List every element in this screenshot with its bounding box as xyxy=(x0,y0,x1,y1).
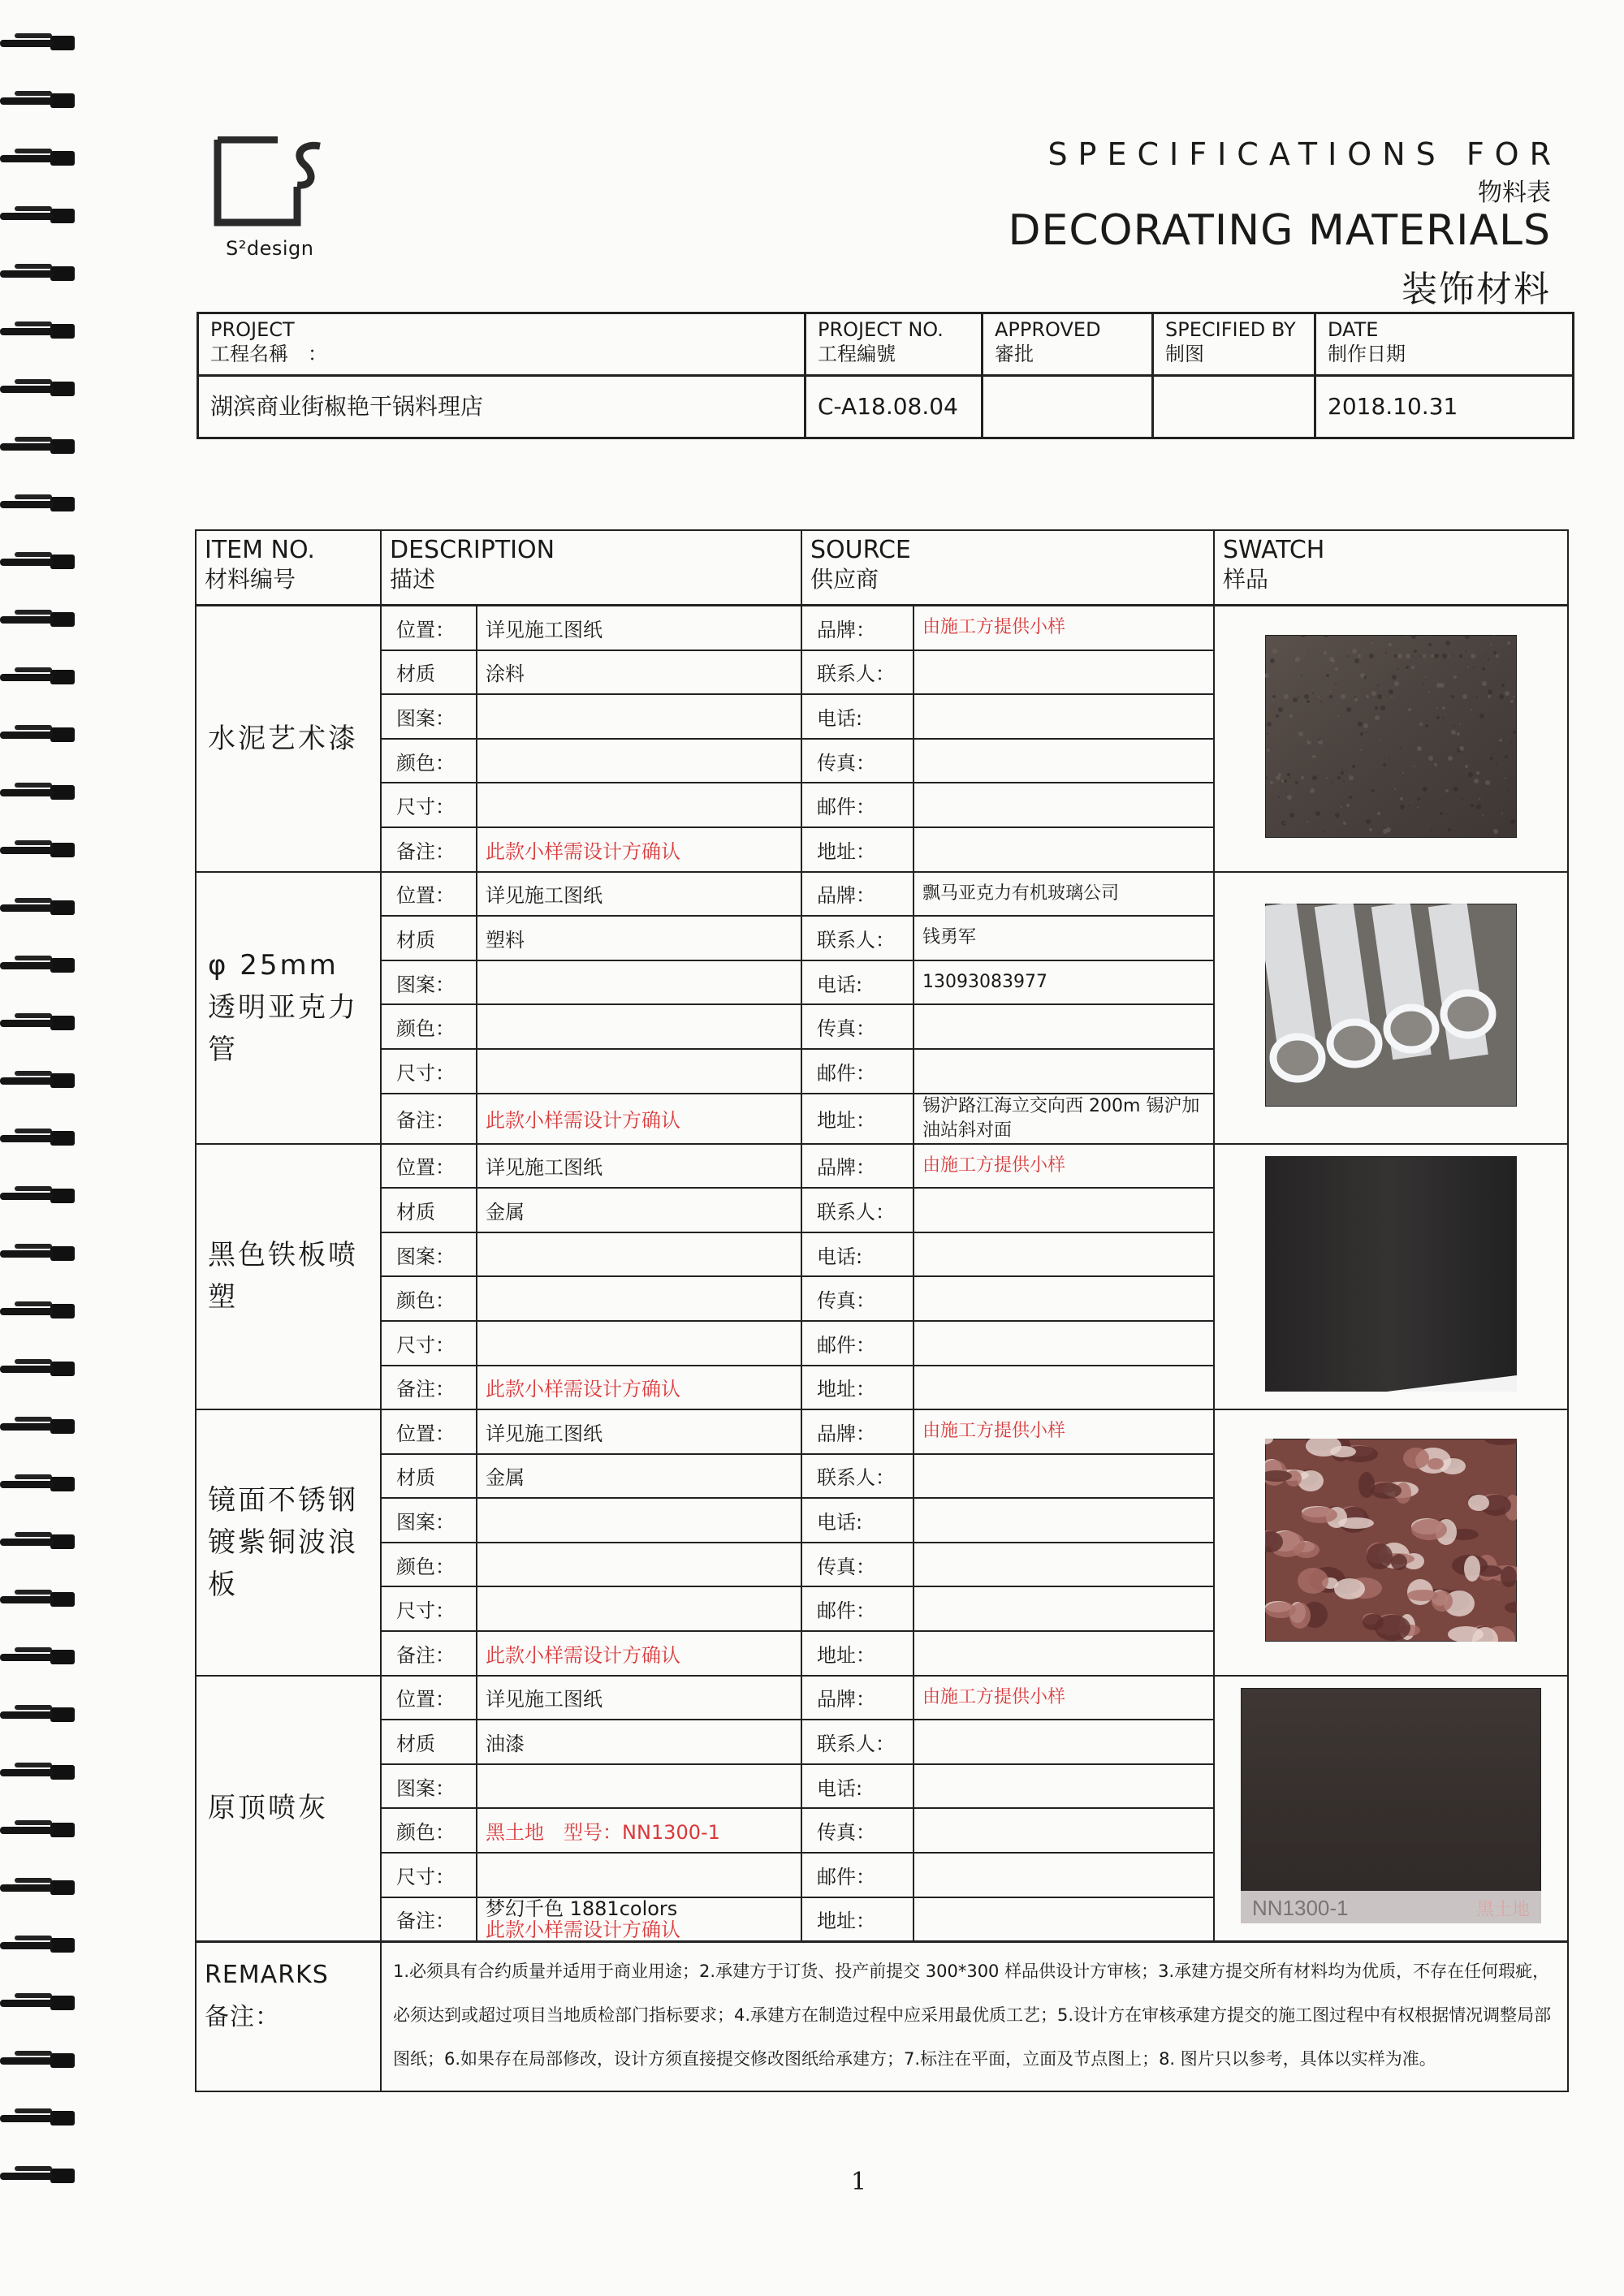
label-email: 邮件： xyxy=(801,1049,914,1094)
value-phone: 13093083977 xyxy=(914,960,1214,1005)
label-brand: 品牌： xyxy=(801,872,914,917)
label-contact: 联系人： xyxy=(801,916,914,960)
value-brand: 飘马亚克力有机玻璃公司 xyxy=(914,872,1214,917)
label-fax: 传真： xyxy=(801,1004,914,1049)
value-fax xyxy=(914,1543,1214,1587)
label-mat: 材质 xyxy=(381,1188,477,1232)
item-name: φ 25mm 透明亚克力管 xyxy=(196,872,381,1144)
binding-ring xyxy=(0,494,78,515)
binding-ring xyxy=(0,1474,78,1495)
label-color: 颜色： xyxy=(381,1808,477,1853)
approved-label-cell xyxy=(983,313,1153,376)
value-phone xyxy=(914,694,1214,739)
remarks-label-cell xyxy=(196,1942,381,2092)
binding-ring xyxy=(0,1935,78,1956)
value-mat: 涂料 xyxy=(477,650,801,695)
header-source-en: SOURCE xyxy=(810,536,911,564)
value-pattern xyxy=(477,960,801,1005)
label-brand: 品牌： xyxy=(801,1676,914,1720)
binding-ring xyxy=(0,782,78,803)
value-color xyxy=(477,1543,801,1587)
header-swatch-zh: 样品 xyxy=(1223,566,1269,593)
label-addr: 地址： xyxy=(801,1366,914,1410)
label-contact: 联系人： xyxy=(801,1188,914,1232)
label-size: 尺寸： xyxy=(381,1853,477,1897)
table-row xyxy=(196,606,1568,650)
label-email: 邮件： xyxy=(801,783,914,827)
binding-ring xyxy=(0,1819,78,1841)
value-email xyxy=(914,1586,1214,1631)
value-brand: 由施工方提供小样 xyxy=(914,1409,1214,1454)
label-size: 尺寸： xyxy=(381,1321,477,1366)
header-swatch-en: SWATCH xyxy=(1223,536,1325,564)
value-note: 此款小样需设计方确认 xyxy=(477,827,801,872)
header-source xyxy=(801,530,1214,606)
value-pattern xyxy=(477,694,801,739)
label-addr: 地址： xyxy=(801,1897,914,1942)
header-item-en: ITEM NO. xyxy=(205,536,315,564)
label-mat: 材质 xyxy=(381,1720,477,1764)
binding-ring xyxy=(0,839,78,861)
value-pos: 详见施工图纸 xyxy=(477,1409,801,1454)
specified-label: SPECIFIED BY xyxy=(1165,318,1296,341)
binding-ring xyxy=(0,321,78,342)
binding-ring xyxy=(0,955,78,976)
label-email: 邮件： xyxy=(801,1586,914,1631)
value-pattern xyxy=(477,1764,801,1809)
value-fax xyxy=(914,739,1214,783)
label-phone: 电话: xyxy=(801,1232,914,1277)
header-description-en: DESCRIPTION xyxy=(390,536,555,564)
binding-ring xyxy=(0,1358,78,1379)
header-description-zh: 描述 xyxy=(390,566,436,593)
project-no-value: C-A18.08.04 xyxy=(806,376,983,438)
value-size xyxy=(477,1853,801,1897)
spiral-binding xyxy=(0,32,89,2225)
logo-text: S²design xyxy=(226,237,314,260)
value-addr xyxy=(914,827,1214,872)
binding-ring xyxy=(0,1992,78,2013)
binding-ring xyxy=(0,436,78,457)
label-pattern: 图案： xyxy=(381,960,477,1005)
project-label-zh: 工程名稱 ： xyxy=(210,343,327,365)
value-addr: 锡沪路江海立交向西 200m 锡沪加油站斜对面 xyxy=(914,1094,1214,1144)
label-addr: 地址： xyxy=(801,1094,914,1144)
binding-ring xyxy=(0,205,78,227)
label-pattern: 图案： xyxy=(381,694,477,739)
remarks-row xyxy=(196,1942,1568,2092)
label-contact: 联系人： xyxy=(801,650,914,695)
label-brand: 品牌： xyxy=(801,1144,914,1189)
table-row xyxy=(196,872,1568,917)
label-phone: 电话: xyxy=(801,960,914,1005)
value-size xyxy=(477,783,801,827)
specified-value xyxy=(1153,376,1315,438)
value-note: 此款小样需设计方确认 xyxy=(477,1631,801,1676)
gray-paint-swatch xyxy=(1215,1688,1567,1928)
value-note-line1: 梦幻千色 1881colors xyxy=(486,1897,678,1920)
label-note: 备注： xyxy=(381,1897,477,1942)
value-size xyxy=(477,1586,801,1631)
value-pos: 详见施工图纸 xyxy=(477,1676,801,1720)
swatch-cell xyxy=(1214,1409,1568,1676)
binding-ring xyxy=(0,378,78,399)
label-color: 颜色： xyxy=(381,1276,477,1321)
materials-table xyxy=(195,529,1569,2092)
value-color: 黑土地 型号：NN1300-1 xyxy=(477,1808,801,1853)
label-phone: 电话: xyxy=(801,694,914,739)
label-contact: 联系人： xyxy=(801,1720,914,1764)
page-number: 1 xyxy=(851,2168,867,2196)
value-pattern xyxy=(477,1498,801,1543)
swatch-cell xyxy=(1214,1676,1568,1942)
binding-ring xyxy=(0,1301,78,1322)
value-pos: 详见施工图纸 xyxy=(477,872,801,917)
binding-ring xyxy=(0,1531,78,1552)
binding-ring xyxy=(0,1416,78,1437)
binding-ring xyxy=(0,32,78,54)
swatch-cell xyxy=(1214,1144,1568,1410)
title-line-3: DECORATING MATERIALS xyxy=(1008,206,1551,255)
project-label: PROJECT xyxy=(210,318,295,341)
value-contact: 钱勇军 xyxy=(914,916,1214,960)
value-note: 此款小样需设计方确认 xyxy=(477,1366,801,1410)
binding-ring xyxy=(0,1704,78,1725)
project-value: 湖滨商业街椒艳干锅料理店 xyxy=(198,376,806,438)
value-contact xyxy=(914,1720,1214,1764)
label-addr: 地址： xyxy=(801,827,914,872)
label-phone: 电话: xyxy=(801,1764,914,1809)
value-phone xyxy=(914,1498,1214,1543)
value-phone xyxy=(914,1232,1214,1277)
value-brand: 由施工方提供小样 xyxy=(914,1676,1214,1720)
header-source-zh: 供应商 xyxy=(810,566,879,593)
value-addr xyxy=(914,1631,1214,1676)
label-fax: 传真： xyxy=(801,1543,914,1587)
header-item-zh: 材料编号 xyxy=(205,566,296,593)
item-name: 水泥艺术漆 xyxy=(196,606,381,872)
binding-ring xyxy=(0,90,78,111)
svg-text:NN1300-1: NN1300-1 xyxy=(1252,1896,1349,1921)
label-color: 颜色： xyxy=(381,1543,477,1587)
label-color: 颜色： xyxy=(381,1004,477,1049)
value-email xyxy=(914,783,1214,827)
value-size xyxy=(477,1321,801,1366)
project-label-cell xyxy=(198,313,806,376)
binding-ring xyxy=(0,609,78,630)
value-color xyxy=(477,1004,801,1049)
label-brand: 品牌： xyxy=(801,1409,914,1454)
label-fax: 传真： xyxy=(801,739,914,783)
value-fax xyxy=(914,1276,1214,1321)
value-note-line2: 此款小样需设计方确认 xyxy=(486,1918,680,1941)
label-pattern: 图案： xyxy=(381,1764,477,1809)
label-color: 颜色： xyxy=(381,739,477,783)
value-mat: 塑料 xyxy=(477,916,801,960)
value-pattern xyxy=(477,1232,801,1277)
item-name: 镜面不锈钢镀紫铜波浪板 xyxy=(196,1409,381,1676)
table-row xyxy=(196,1144,1568,1189)
value-fax xyxy=(914,1004,1214,1049)
black-steel-swatch xyxy=(1215,1156,1567,1396)
value-email xyxy=(914,1853,1214,1897)
concrete-swatch xyxy=(1215,635,1567,843)
approved-label-zh: 審批 xyxy=(995,343,1034,365)
label-fax: 传真： xyxy=(801,1808,914,1853)
label-mat: 材质 xyxy=(381,650,477,695)
specified-label-zh: 制图 xyxy=(1165,343,1204,365)
approved-label: APPROVED xyxy=(995,318,1101,341)
company-logo xyxy=(213,136,335,274)
value-contact xyxy=(914,1188,1214,1232)
table-row xyxy=(196,1676,1568,1720)
label-email: 邮件： xyxy=(801,1853,914,1897)
label-size: 尺寸： xyxy=(381,1049,477,1094)
swatch-cell xyxy=(1214,606,1568,872)
value-email xyxy=(914,1321,1214,1366)
value-note: 此款小样需设计方确认 xyxy=(477,1094,801,1144)
project-info-table xyxy=(197,312,1574,439)
value-contact xyxy=(914,1454,1214,1499)
binding-ring xyxy=(0,2108,78,2129)
binding-ring xyxy=(0,148,78,169)
swatch-cell xyxy=(1214,872,1568,1144)
value-fax xyxy=(914,1808,1214,1853)
binding-ring xyxy=(0,263,78,284)
project-no-label: PROJECT NO. xyxy=(818,318,944,341)
value-brand: 由施工方提供小样 xyxy=(914,1144,1214,1189)
label-pos: 位置： xyxy=(381,1144,477,1189)
value-mat: 金属 xyxy=(477,1454,801,1499)
label-size: 尺寸： xyxy=(381,783,477,827)
value-color xyxy=(477,739,801,783)
label-brand: 品牌： xyxy=(801,606,914,650)
value-color xyxy=(477,1276,801,1321)
title-line-4: 装饰材料 xyxy=(1402,269,1551,310)
label-note: 备注： xyxy=(381,1631,477,1676)
binding-ring xyxy=(0,1762,78,1783)
label-email: 邮件： xyxy=(801,1321,914,1366)
label-note: 备注： xyxy=(381,827,477,872)
value-addr xyxy=(914,1366,1214,1410)
date-label: DATE xyxy=(1328,318,1379,341)
table-row xyxy=(196,1409,1568,1454)
value-mat: 金属 xyxy=(477,1188,801,1232)
acrylic-tube-swatch xyxy=(1215,904,1567,1111)
remarks-text: 1.必须具有合约质量并适用于商业用途；2.承建方于订货、投产前提交 300*300 样品供设计方审核；3.承建方提交所有材料均为优质，不存在任何瑕疵，必须达到或超过项目当地质检部门指标要求；4.承建方在制造过程中应采用最优质工艺；5.设计方在审核承建方提交的施工图过程中有权根据情况调整局部图纸；6.如果存在局部修改，设计方须直接提交修改图纸给承建方；7.标注在平面，立面及节点图上；8. 图片只以参考，具体以实样为准。 xyxy=(381,1942,1568,2092)
label-mat: 材质 xyxy=(381,916,477,960)
date-label-cell xyxy=(1315,313,1574,376)
date-value: 2018.10.31 xyxy=(1315,376,1574,438)
label-pos: 位置： xyxy=(381,872,477,917)
binding-ring xyxy=(0,724,78,745)
label-pos: 位置： xyxy=(381,1409,477,1454)
value-pos: 详见施工图纸 xyxy=(477,1144,801,1189)
label-pattern: 图案： xyxy=(381,1498,477,1543)
label-pattern: 图案： xyxy=(381,1232,477,1277)
label-addr: 地址： xyxy=(801,1631,914,1676)
logo-mark-icon xyxy=(213,136,326,234)
label-pos: 位置： xyxy=(381,1676,477,1720)
binding-ring xyxy=(0,1070,78,1091)
project-no-label-zh: 工程編號 xyxy=(818,343,896,365)
binding-ring xyxy=(0,897,78,918)
svg-text:黑土地: 黑土地 xyxy=(1476,1900,1531,1921)
project-no-label-cell xyxy=(806,313,983,376)
header-item xyxy=(196,530,381,606)
approved-value xyxy=(983,376,1153,438)
table-header-row xyxy=(196,530,1568,606)
binding-ring xyxy=(0,2050,78,2071)
label-pos: 位置： xyxy=(381,606,477,650)
binding-ring xyxy=(0,1589,78,1610)
binding-ring xyxy=(0,551,78,572)
value-size xyxy=(477,1049,801,1094)
title-line-2: 物料表 xyxy=(1478,179,1551,207)
value-mat: 油漆 xyxy=(477,1720,801,1764)
label-fax: 传真： xyxy=(801,1276,914,1321)
binding-ring xyxy=(0,1012,78,1034)
item-name: 黑色铁板喷塑 xyxy=(196,1144,381,1410)
value-note xyxy=(477,1897,801,1942)
value-email xyxy=(914,1049,1214,1094)
binding-ring xyxy=(0,667,78,688)
label-size: 尺寸： xyxy=(381,1586,477,1631)
title-line-1: SPECIFICATIONS FOR xyxy=(1047,136,1561,172)
remarks-label: REMARKS xyxy=(205,1961,329,1990)
value-contact xyxy=(914,650,1214,695)
label-mat: 材质 xyxy=(381,1454,477,1499)
label-phone: 电话: xyxy=(801,1498,914,1543)
binding-ring xyxy=(0,1877,78,1898)
copper-wave-swatch xyxy=(1215,1439,1567,1646)
value-phone xyxy=(914,1764,1214,1809)
binding-ring xyxy=(0,1128,78,1149)
value-brand: 由施工方提供小样 xyxy=(914,606,1214,650)
binding-ring xyxy=(0,1243,78,1264)
label-note: 备注： xyxy=(381,1366,477,1410)
header-description xyxy=(381,530,801,606)
date-label-zh: 制作日期 xyxy=(1328,343,1406,365)
binding-ring xyxy=(0,2165,78,2186)
specified-label-cell xyxy=(1153,313,1315,376)
value-pos: 详见施工图纸 xyxy=(477,606,801,650)
remarks-label-zh: 备注： xyxy=(205,2003,280,2032)
header-swatch xyxy=(1214,530,1568,606)
binding-ring xyxy=(0,1646,78,1668)
label-contact: 联系人： xyxy=(801,1454,914,1499)
binding-ring xyxy=(0,1185,78,1206)
label-note: 备注： xyxy=(381,1094,477,1144)
item-name: 原顶喷灰 xyxy=(196,1676,381,1942)
value-addr xyxy=(914,1897,1214,1942)
